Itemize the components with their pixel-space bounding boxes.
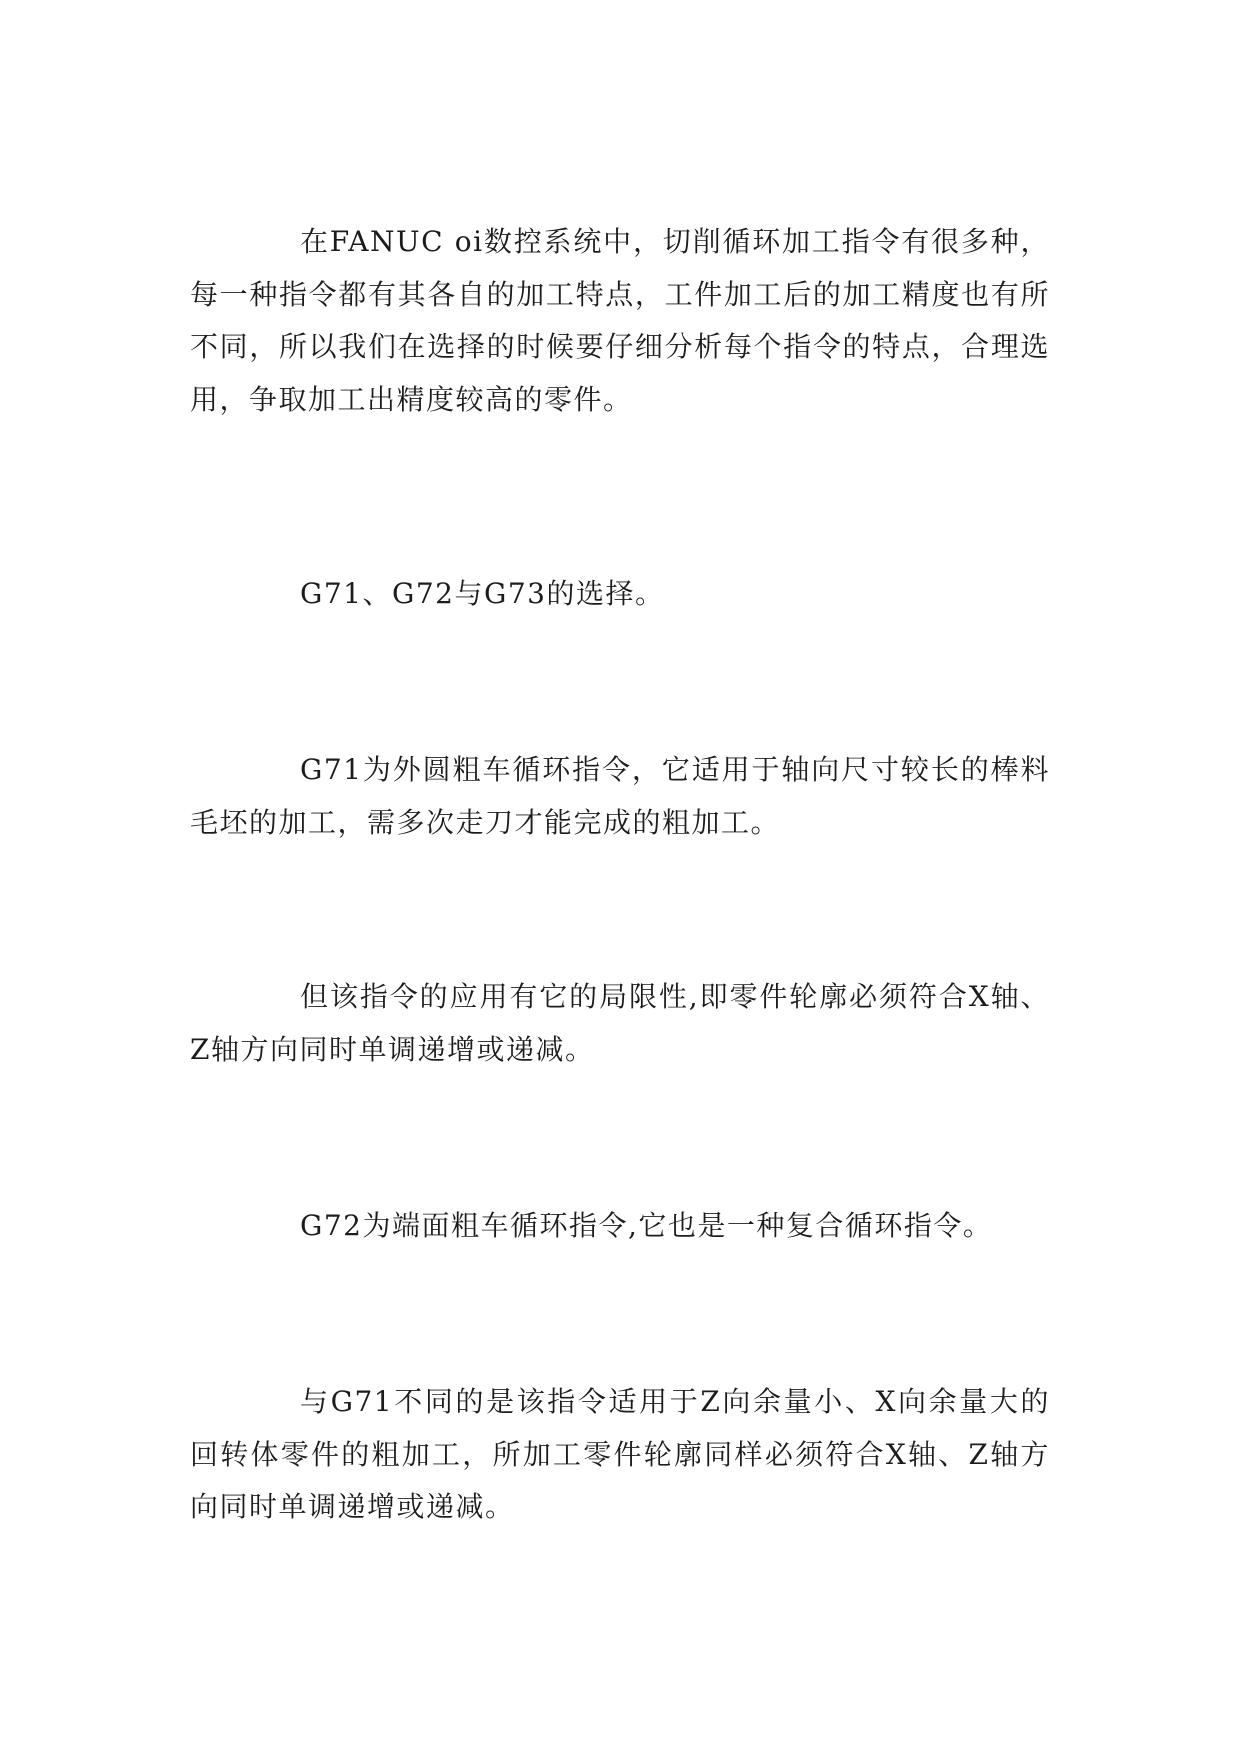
paragraph-g72-difference: 与G71不同的是该指令适用于Z向余量小、X向余量大的回转体零件的粗加工，所加工零件轮廓同样必须符合X轴、Z轴方向同时单调递增或递减。 bbox=[190, 1385, 1050, 1523]
paragraph-intro: 在FANUC oi数控系统中，切削循环加工指令有很多种，每一种指令都有其各自的加工特点，工件加工后的加工精度也有所不同，所以我们在选择的时候要仔细分析每个指令的特点，合理选用，争取加工出精度较高的零件。 bbox=[190, 225, 1050, 416]
paragraph-g71-description: G71为外圆粗车循环指令，它适用于轴向尺寸较长的棒料毛坯的加工，需多次走刀才能完成的粗加工。 bbox=[190, 753, 1050, 839]
paragraph-g71-limitation: 但该指令的应用有它的局限性,即零件轮廓必须符合X轴、Z轴方向同时单调递增或递减。 bbox=[190, 980, 1050, 1066]
paragraph-heading-selection: G71、G72与G73的选择。 bbox=[300, 577, 665, 610]
paragraph-g72-description: G72为端面粗车循环指令,它也是一种复合循环指令。 bbox=[300, 1209, 993, 1242]
